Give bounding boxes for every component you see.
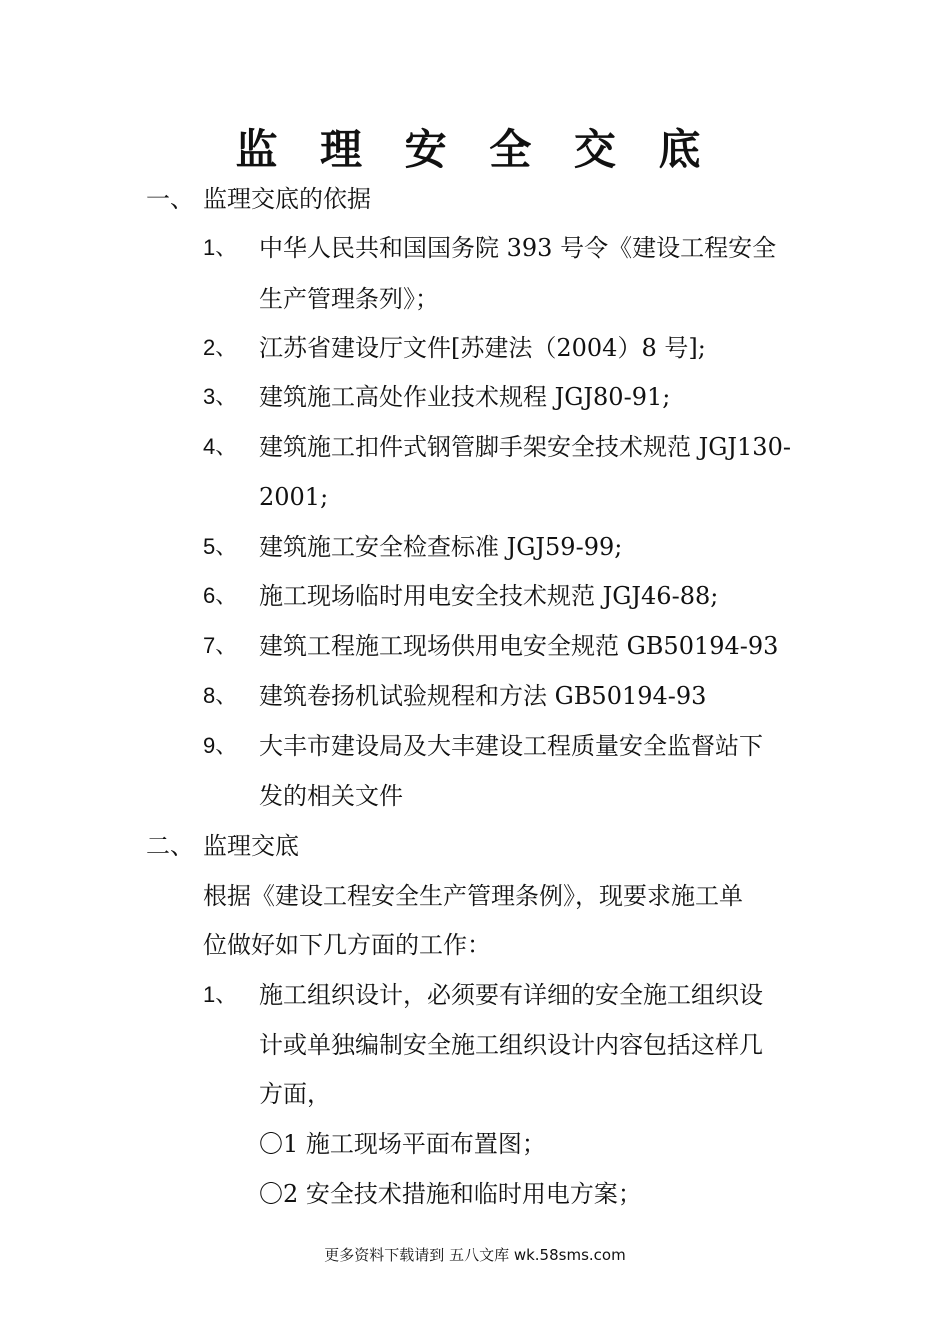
section2-marker: 二、 bbox=[146, 832, 194, 860]
list-item-text: 建筑工程施工现场供用电安全规范 GB50194-93 bbox=[259, 632, 779, 660]
section1-marker: 一、 bbox=[146, 185, 194, 213]
list-item-number: 1、 bbox=[203, 982, 238, 1007]
list-item-text: 施工组织设计，必须要有详细的安全施工组织设 bbox=[259, 981, 763, 1009]
list-item-text: 生产管理条列》； bbox=[259, 285, 439, 313]
sub-list-item: 〇2 安全技术措施和临时用电方案； bbox=[259, 1180, 642, 1208]
list-item-text: 施工现场临时用电安全技术规范 JGJ46-88; bbox=[259, 582, 719, 610]
sub-list-item: 〇1 施工现场平面布置图； bbox=[259, 1130, 546, 1158]
paragraph-line: 根据《建设工程安全生产管理条例》，现要求施工单 bbox=[203, 882, 743, 910]
list-item-text: 发的相关文件 bbox=[259, 782, 403, 810]
section1-heading: 监理交底的依据 bbox=[203, 185, 371, 213]
list-item-text: 江苏省建设厅文件[苏建法（2004）8 号]; bbox=[259, 334, 706, 362]
list-item-text: 2001; bbox=[259, 483, 329, 511]
list-item-text: 方面， bbox=[259, 1080, 331, 1108]
list-item-number: 6、 bbox=[203, 583, 238, 608]
list-item-number: 1、 bbox=[203, 235, 238, 260]
list-item-number: 9、 bbox=[203, 733, 238, 758]
page-title: 监 理 安 全 交 底 bbox=[235, 125, 715, 174]
list-item-text: 大丰市建设局及大丰建设工程质量安全监督站下 bbox=[259, 732, 763, 760]
list-item-text: 建筑施工高处作业技术规程 JGJ80-91; bbox=[259, 383, 671, 411]
list-item-text: 建筑施工安全检查标准 JGJ59-99; bbox=[259, 533, 623, 561]
list-item-number: 7、 bbox=[203, 633, 238, 658]
footer-download-link[interactable]: 更多资料下载请到 五八文库 wk.58sms.com bbox=[324, 1246, 626, 1264]
list-item-number: 2、 bbox=[203, 335, 238, 360]
list-item-text: 中华人民共和国国务院 393 号令《建设工程安全 bbox=[259, 234, 777, 262]
paragraph-line: 位做好如下几方面的工作： bbox=[203, 931, 491, 959]
list-item-number: 4、 bbox=[203, 434, 238, 459]
list-item-text: 建筑施工扣件式钢管脚手架安全技术规范 JGJ130- bbox=[259, 433, 791, 461]
list-item-text: 计或单独编制安全施工组织设计内容包括这样几 bbox=[259, 1031, 763, 1059]
list-item-number: 5、 bbox=[203, 534, 238, 559]
section2-heading: 监理交底 bbox=[203, 832, 299, 860]
list-item-number: 8、 bbox=[203, 683, 238, 708]
list-item-text: 建筑卷扬机试验规程和方法 GB50194-93 bbox=[259, 682, 707, 710]
list-item-number: 3、 bbox=[203, 384, 238, 409]
